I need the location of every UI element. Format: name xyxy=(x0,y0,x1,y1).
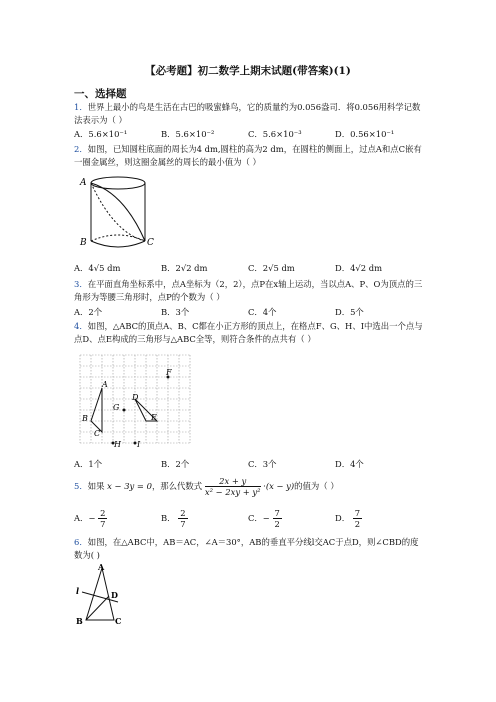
option-d: D．0.56×10⁻¹ xyxy=(335,129,395,139)
option-c: C．5.6×10⁻³ xyxy=(248,129,302,139)
option-b: B． $\frac{2}{7}$ xyxy=(161,508,186,529)
option-b: B．3个 xyxy=(161,307,190,317)
question-pre: 如果 xyxy=(87,481,105,491)
label-a: A xyxy=(98,562,105,572)
label-h: H xyxy=(114,440,121,449)
option-d: D． $\frac{7}{2}$ xyxy=(335,508,361,529)
question-number: 3． xyxy=(74,279,88,289)
label-b: B xyxy=(76,616,83,626)
option-b: B．5.6×10⁻² xyxy=(161,129,215,139)
question-post: 的值为（ ） xyxy=(294,481,339,491)
option-fraction: $\frac{2}{7}$ xyxy=(100,508,106,529)
label-b: B xyxy=(80,238,87,248)
denominator: x² − 2xy + y² xyxy=(204,487,261,497)
label-l: l xyxy=(76,586,80,596)
option-fraction: $\frac{7}{2}$ xyxy=(354,508,361,529)
label-d: D xyxy=(132,393,139,402)
question-5 xyxy=(74,476,454,497)
question-1 xyxy=(74,101,424,127)
option-a: A．1个 xyxy=(74,459,103,469)
label-g: G xyxy=(113,403,120,412)
condition: x − 3y = 0 xyxy=(107,481,152,491)
label-i: I xyxy=(137,440,141,449)
option-a: A．5.6×10⁻¹ xyxy=(74,129,128,139)
grid-figure xyxy=(75,350,195,454)
option-d: D．4个 xyxy=(335,459,364,469)
question-4 xyxy=(74,320,424,346)
question-number: 5． xyxy=(74,481,88,491)
question-3 xyxy=(74,278,424,304)
option-b: B．2√2 dm xyxy=(161,263,208,273)
question-number: 4． xyxy=(74,321,88,331)
factor: ·(x − y) xyxy=(263,481,295,491)
label-d: D xyxy=(111,590,118,600)
numerator: 2x + y xyxy=(205,476,261,487)
label-e: E xyxy=(151,413,157,422)
option-b: B．2个 xyxy=(161,459,190,469)
section-heading: 一、选择题 xyxy=(74,88,127,100)
question-2 xyxy=(74,143,424,169)
question-6 xyxy=(74,536,424,562)
option-a: A．2个 xyxy=(74,307,103,317)
label-a: A xyxy=(80,178,87,188)
option-d: D．4√2 dm xyxy=(335,263,383,273)
question-text: 如图，△ABC的顶点A、B、C都在小正方形的顶点上，在格点F、G、H、I中选出一个点与点D、点E构成的三角形与△ABC全等，则符合条件的点共有（ ） xyxy=(74,321,423,345)
option-fraction: $\frac{7}{2}$ xyxy=(274,508,280,529)
option-a: A．4√5 dm xyxy=(74,263,121,273)
label-f: F xyxy=(166,368,172,377)
label-a: A xyxy=(102,380,108,389)
option-a: A．− $\frac{2}{7}$ xyxy=(74,508,106,529)
option-fraction: $\frac{2}{7}$ xyxy=(180,508,186,529)
option-c: C．3个 xyxy=(248,459,277,469)
option-d: D．5个 xyxy=(335,307,364,317)
question-text: 世界上最小的鸟是生活在古巴的吸蜜蜂鸟，它的质量约为0.056盎司．将0.056用科学记数法表示为（ ） xyxy=(74,102,421,126)
question-text: 在平面直角坐标系中，点A坐标为（2，2），点P在x轴上运动，当以点A、P、O为顶点的三角形为等腰三角形时，点P的个数为（ ） xyxy=(74,279,423,303)
option-c: C．2√5 dm xyxy=(248,263,295,273)
cylinder-figure xyxy=(74,173,154,251)
option-c: C．− $\frac{7}{2}$ xyxy=(248,508,280,529)
question-number: 2． xyxy=(74,144,88,154)
question-number: 6． xyxy=(74,537,88,547)
option-c: C．4个 xyxy=(248,307,277,317)
question-text: 如图，已知圆柱底面的周长为4 dm,圆柱的高为2 dm，在圆柱的侧面上，过点A和点C嵌有一圈金属丝，则这圈金属丝的周长的最小值为（ ） xyxy=(74,144,422,168)
triangle-figure xyxy=(76,562,136,628)
label-b: B xyxy=(82,414,88,423)
question-number: 1． xyxy=(74,102,88,112)
document-title: 【必考题】初二数学上期末试题(带答案)(1) xyxy=(145,65,351,77)
question-text: 如图，在△ABC中，AB＝AC，∠A＝30°，AB的垂直平分线l交AC于点D，则∠CBD的度数为( ) xyxy=(74,537,419,561)
label-c: C xyxy=(147,238,154,248)
fraction xyxy=(205,476,261,497)
label-c: C xyxy=(115,616,122,626)
question-mid: ，那么代数式 xyxy=(151,481,203,491)
label-c: C xyxy=(94,429,101,438)
